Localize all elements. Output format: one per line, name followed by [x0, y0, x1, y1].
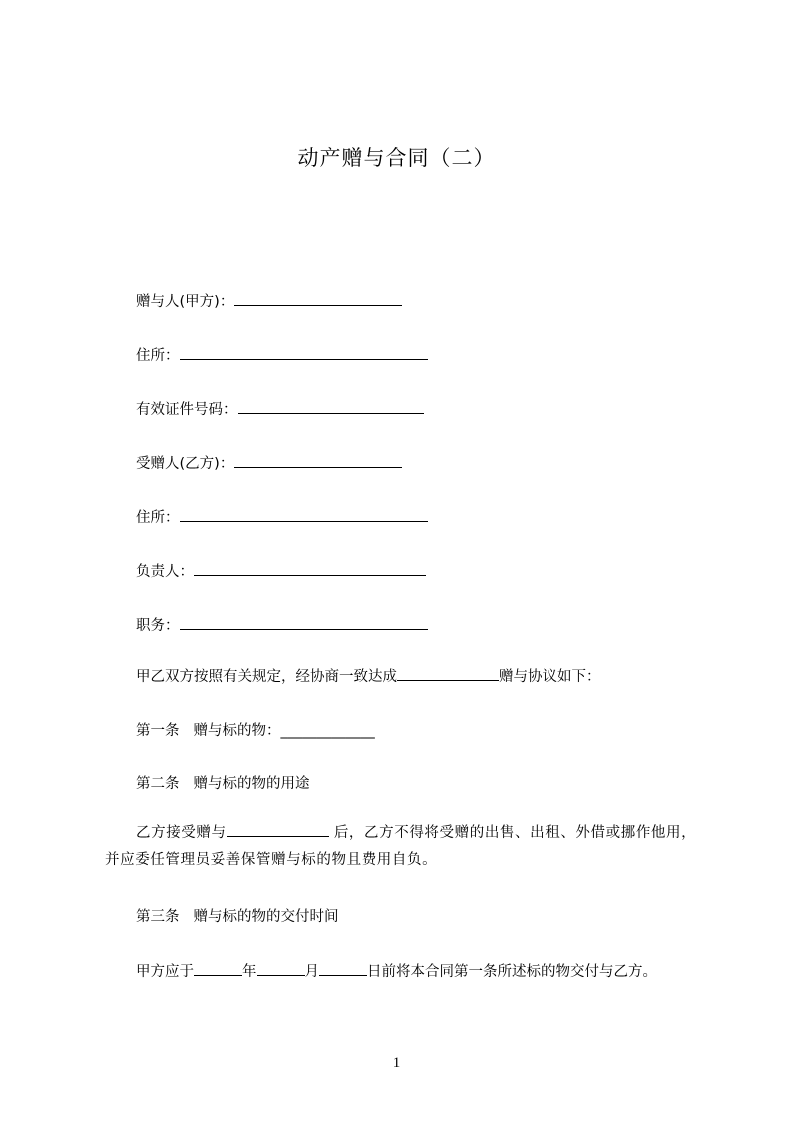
responsible-label: 负责人：: [136, 564, 194, 580]
article3-paragraph: [136, 960, 657, 981]
article2-para-after: 后，乙方不得将受赠的出售、出租、外借或挪作他用，并应委任管理员妥善保管赠与标的物且费用自负。: [105, 825, 697, 868]
position-line: [136, 614, 428, 635]
intro-line: [136, 665, 601, 686]
responsible-blank: [194, 560, 426, 576]
intro-after: 赠与协议如下：: [499, 669, 601, 685]
donee-blank: [234, 452, 402, 468]
month-blank: [257, 960, 305, 976]
donor-address-blank: [180, 344, 428, 360]
id-number-label: 有效证件号码：: [136, 402, 238, 418]
donor-blank: [234, 290, 402, 306]
article3-para-end: 日前将本合同第一条所述标的物交付与乙方。: [367, 964, 657, 980]
article2-paragraph: [105, 820, 705, 874]
article2-blank: [227, 821, 329, 837]
responsible-line: [136, 560, 426, 581]
article3-label: 第三条: [136, 909, 180, 925]
donor-label: 赠与人(甲方)：: [136, 294, 235, 310]
page-number: 1: [392, 1055, 401, 1071]
article2-para-before: 乙方接受赠与: [136, 825, 227, 841]
article1-title: 赠与标的物：: [193, 723, 281, 739]
donor-address-label: 住所：: [136, 348, 180, 364]
id-number-line: [136, 398, 424, 419]
donee-label: 受赠人(乙方)：: [136, 456, 235, 472]
article3-title: 赠与标的物的交付时间: [193, 909, 339, 925]
donee-address-blank: [180, 506, 428, 522]
article2-title: 赠与标的物的用途: [193, 776, 310, 792]
intro-before: 甲乙双方按照有关规定，经协商一致达成: [136, 669, 397, 685]
year-label: 年: [242, 964, 257, 980]
intro-blank: [397, 665, 499, 681]
day-blank: [319, 960, 367, 976]
month-label: 月: [304, 964, 319, 980]
donor-line: [136, 290, 402, 311]
id-number-blank: [238, 398, 424, 414]
article1-line: [136, 719, 375, 740]
year-blank: [194, 960, 242, 976]
position-label: 职务：: [136, 618, 180, 634]
donor-address-line: [136, 344, 428, 365]
article1-blank: _____________: [280, 723, 375, 739]
article2-line: [136, 772, 310, 793]
article1-label: 第一条: [136, 723, 180, 739]
article2-label: 第二条: [136, 776, 180, 792]
article3-line: [136, 905, 339, 926]
donee-address-label: 住所：: [136, 510, 180, 526]
position-blank: [180, 614, 428, 630]
document-title: 动产赠与合同（二）: [297, 146, 496, 170]
donee-address-line: [136, 506, 428, 527]
article3-para-start: 甲方应于: [136, 964, 194, 980]
donee-line: [136, 452, 402, 473]
